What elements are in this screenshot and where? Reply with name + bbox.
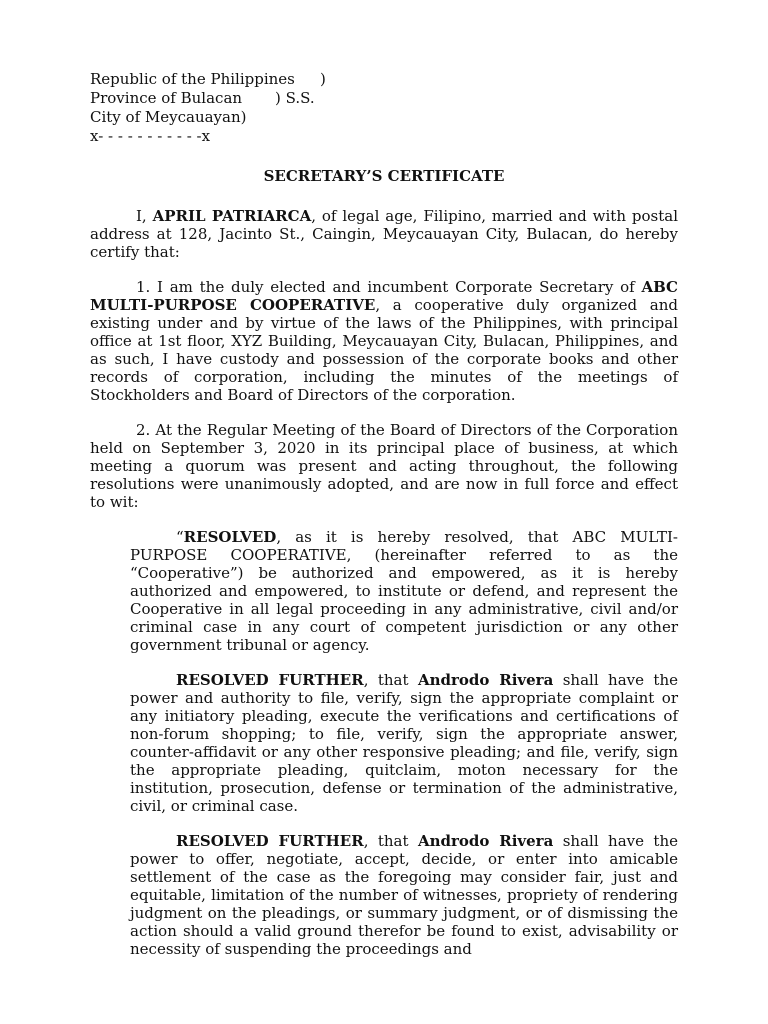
caption-ss: ) S.S. (275, 89, 315, 107)
resolution-3 (130, 832, 678, 958)
caption-republic-text: Republic of the Philippines (90, 70, 295, 88)
resolution-1 (130, 528, 678, 654)
caption-line-republic (90, 70, 678, 89)
paragraph-1-rest: , a cooperative duly organized and existing under and by virtue of the laws of the Philippines, with principal office at 1st floor, XYZ Building, Meycauayan City, Bulacan, Philippines, and as such, I have custody and possession of the corporate books and other records of corporation, including the minutes of the meetings of Stockholders and Board of Directors of the corporation. (90, 296, 679, 404)
paragraph-1 (90, 278, 678, 404)
intro-prefix: I, (136, 207, 153, 225)
paragraph-2-text: 2. At the Regular Meeting of the Board of Directors of the Corporation held on September 3, 2020 in its principal place of business, at which meeting a quorum was present and acting throughout, the following resolutions were unanimously adopted, and are now in full force and effect to wit: (90, 421, 678, 511)
intro-paragraph (90, 207, 678, 261)
caption-line-city (90, 108, 678, 127)
cooperative-name: ABC MULTI-PURPOSE COOPERATIVE (90, 278, 678, 314)
resolution-3-person: Androdo Rivera (417, 832, 554, 850)
caption-city-text: City of Meycauayan) (90, 108, 247, 126)
resolution-3-keyword: RESOLVED FURTHER (176, 832, 364, 850)
resolution-2-keyword: RESOLVED FURTHER (176, 671, 364, 689)
caption-republic-paren: ) (320, 70, 326, 88)
resolution-2 (130, 671, 678, 815)
resolution-2-person: Androdo Rivera (417, 671, 554, 689)
secretary-name: APRIL PATRIARCA (152, 207, 312, 225)
resolution-3-mid: , that (363, 832, 418, 850)
resolution-1-quote: “ (176, 528, 184, 546)
paragraph-2 (90, 421, 678, 511)
venue-caption (90, 70, 678, 146)
resolution-2-mid: , that (363, 671, 418, 689)
caption-line-province (90, 89, 678, 108)
caption-separator: x- - - - - - - - - - -x (90, 127, 211, 145)
intro-rest: , of legal age, Filipino, married and with postal address at 128, Jacinto St., Caingin, Meycauayan City, Bulacan, do hereby certify that: (90, 207, 678, 261)
caption-province-text: Province of Bulacan (90, 89, 243, 107)
resolution-1-rest: , as it is hereby resolved, that ABC MULTI-PURPOSE COOPERATIVE, (hereinafter referred to as the “Cooperative”) be authorized and empowered, as it is hereby authorized and empowered, to institute or defend, and represent the Cooperative in all legal proceeding in any administrative, civil and/or criminal case in any court of competent jurisdiction or any other government tribunal or agency. (130, 528, 678, 654)
caption-line-separator (90, 127, 678, 146)
resolution-2-rest: shall have the power and authority to file, verify, sign the appropriate complaint or any initiatory pleading, execute the verifications and certifications of non-forum shopping; to file, verify, sign the appropriate answer, counter-affidavit or any other responsive pleading; and file, verify, sign the appropriate pleading, quitclaim, moton necessary for the institution, prosecution, defense or termination of the administrative, civil, or criminal case. (130, 671, 678, 815)
resolution-3-rest: shall have the power to offer, negotiate, accept, decide, or enter into amicable settlement of the case as the foregoing may consider fair, just and equitable, limitation of the number of witnesses, propriety of rendering judgment on the pleadings, or summary judgment, or of dismissing the action should a valid ground therefor be found to exist, advisability or necessity of suspending the proceedings and (130, 832, 678, 958)
resolution-1-keyword: RESOLVED (183, 528, 277, 546)
paragraph-1-prefix: 1. I am the duly elected and incumbent Corporate Secretary of (136, 278, 642, 296)
document-title: SECRETARY’S CERTIFICATE (263, 167, 505, 185)
